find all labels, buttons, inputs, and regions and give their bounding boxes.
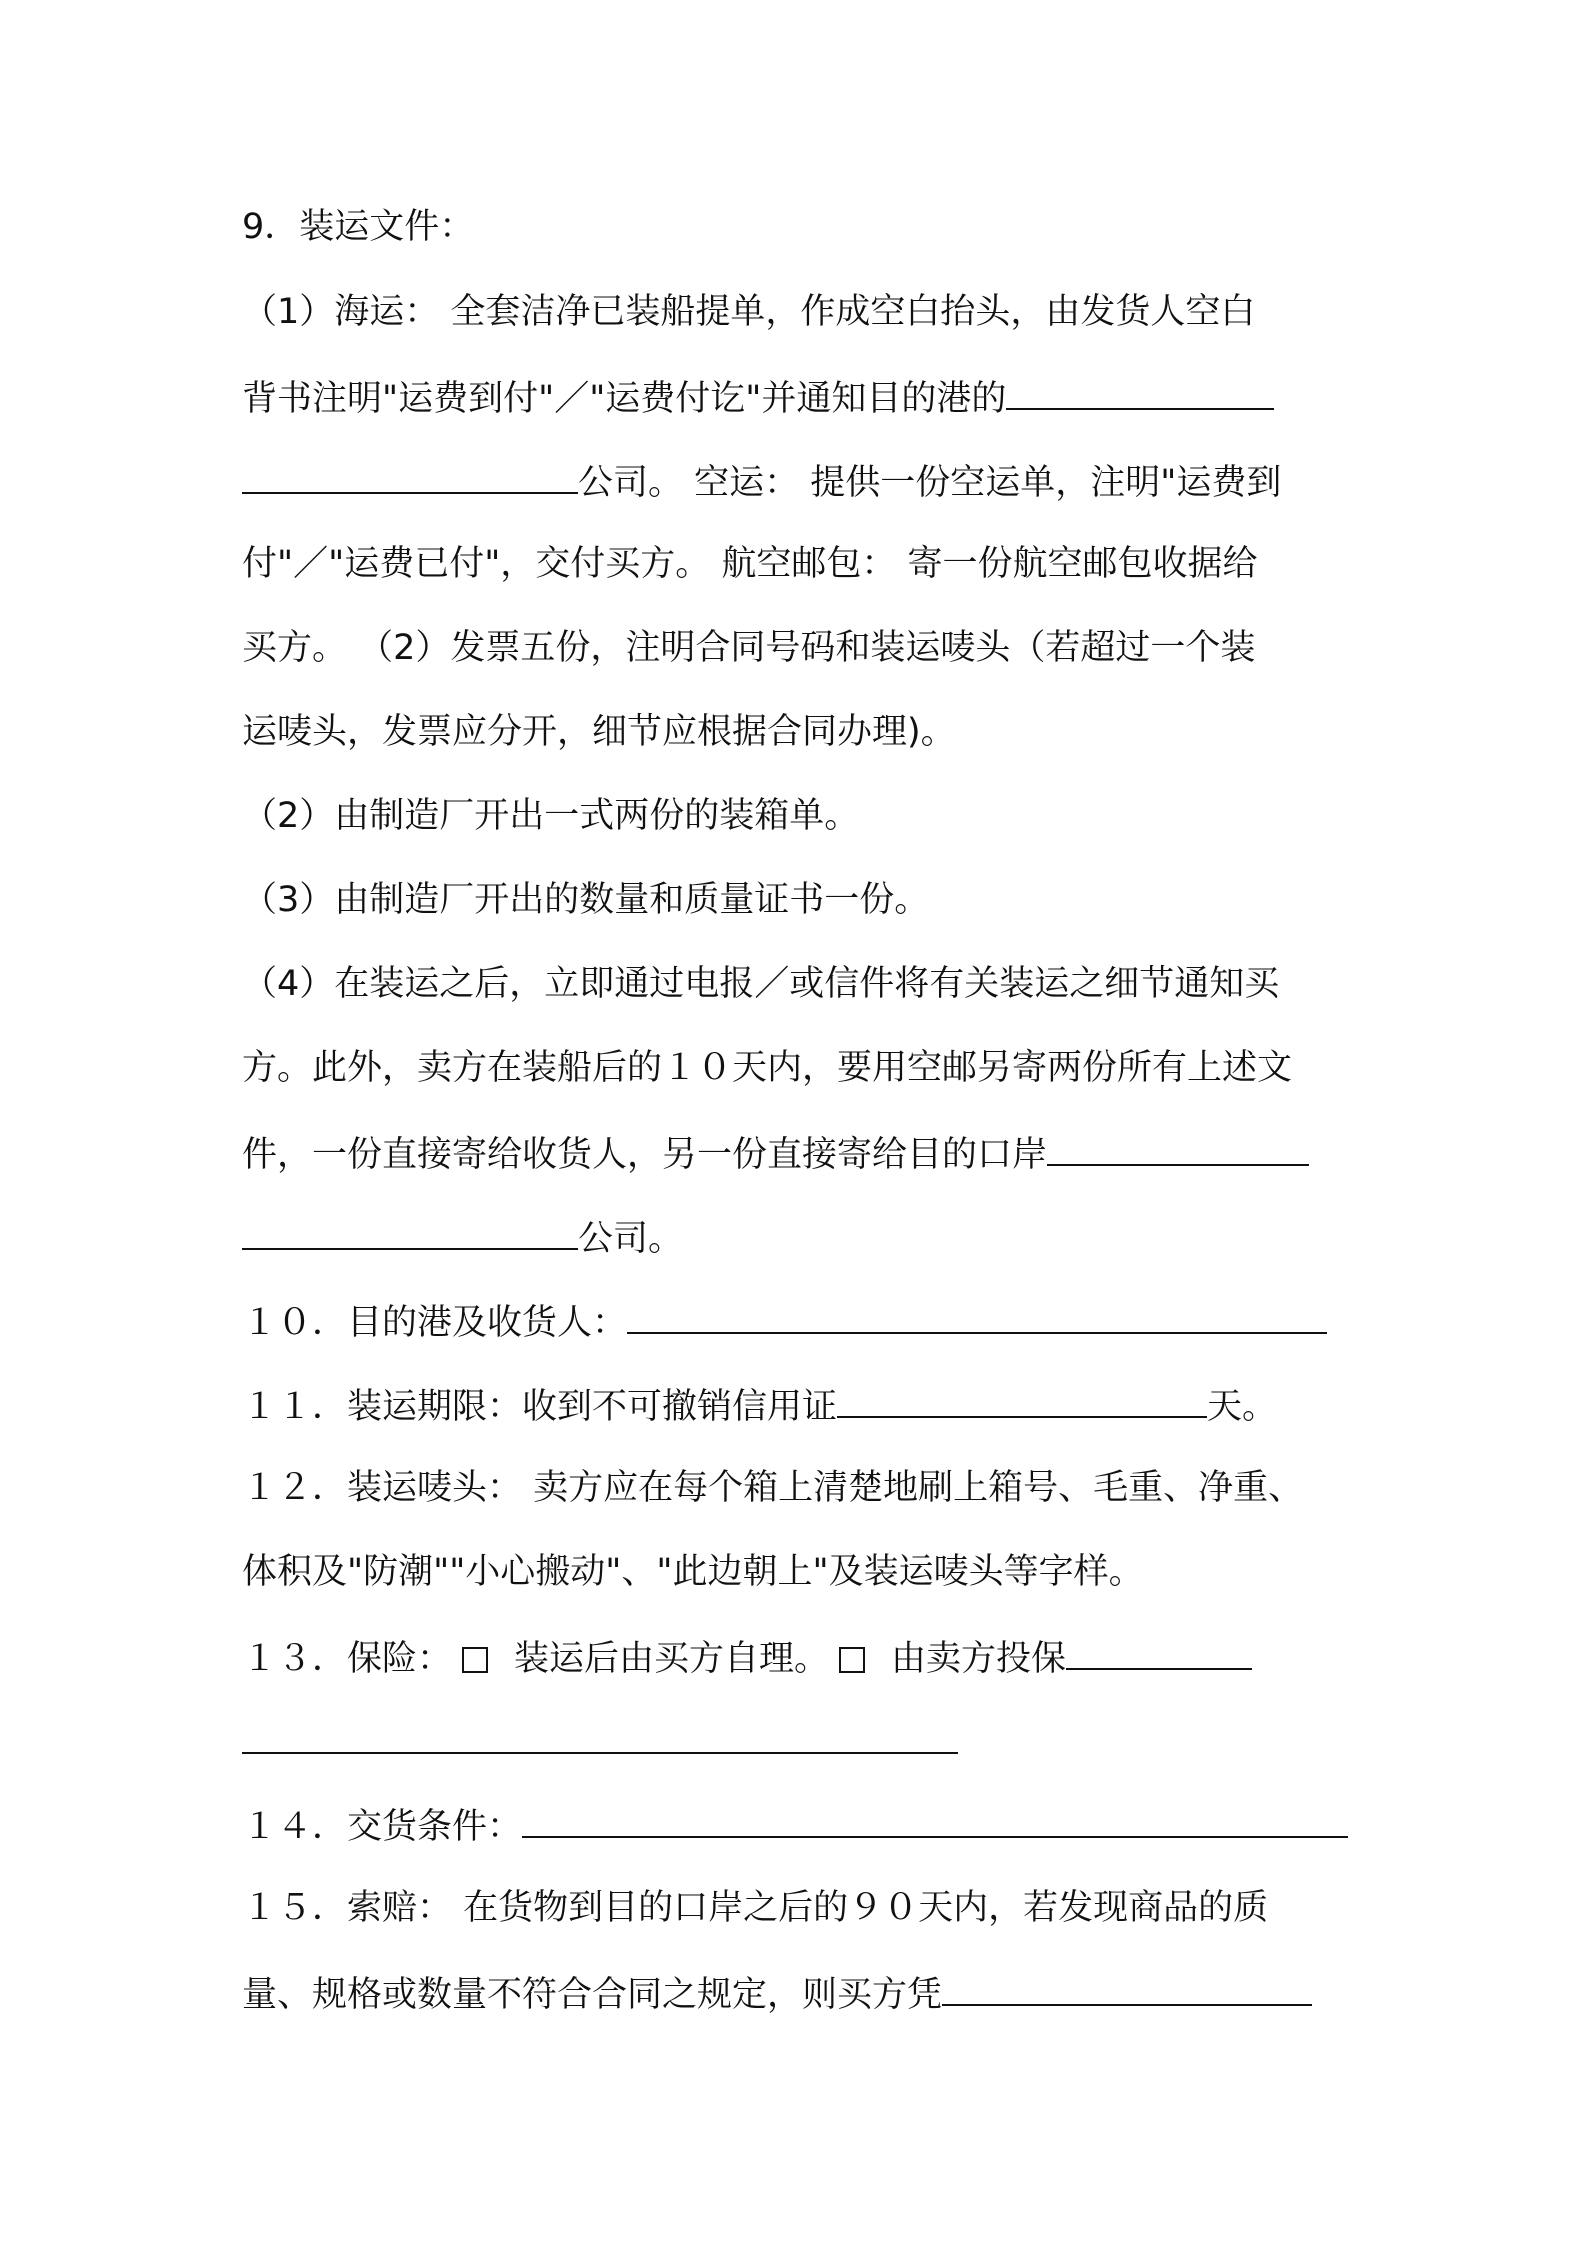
insurance-seller-checkbox[interactable] bbox=[839, 1647, 865, 1673]
section-9-para1-line2: 背书注明"运费到付"／"运费付讫"并通知目的港的 bbox=[242, 374, 1274, 418]
section-12-line1: １２．装运唛头： 卖方应在每个箱上清楚地刷上箱号、毛重、净重、 bbox=[242, 1468, 1304, 1508]
section-9-para1-line1: （1）海运： 全套洁净已装船提单，作成空白抬头，由发货人空白 bbox=[242, 292, 1256, 332]
section-13-continuation bbox=[242, 1718, 958, 1762]
destination-agent-blank-2[interactable] bbox=[242, 1214, 578, 1250]
delivery-terms-blank[interactable] bbox=[522, 1802, 1348, 1838]
section-9-para1-line5: 买方。 （2）发票五份，注明合同号码和装运唛头（若超过一个装 bbox=[242, 628, 1256, 668]
insurance-terms-blank-1[interactable] bbox=[1066, 1634, 1252, 1670]
claim-evidence-blank[interactable] bbox=[942, 1970, 1312, 2006]
section-15-line2: 量、规格或数量不符合合同之规定，则买方凭 bbox=[242, 1970, 1312, 2014]
destination-agent-blank-1[interactable] bbox=[1047, 1130, 1309, 1166]
port-agent-blank-2[interactable] bbox=[242, 458, 578, 494]
section-9-para4-line1: （4）在装运之后，立即通过电报／或信件将有关装运之细节通知买 bbox=[242, 964, 1280, 1004]
section-9-para1-line4: 付"／"运费已付"，交付买方。 航空邮包： 寄一份航空邮包收据给 bbox=[242, 544, 1258, 584]
section-9-para4-line2: 方。此外，卖方在装船后的１０天内，要用空邮另寄两份所有上述文 bbox=[242, 1048, 1293, 1088]
section-9-para4-line3: 件，一份直接寄给收货人，另一份直接寄给目的口岸 bbox=[242, 1130, 1309, 1174]
section-10: １０．目的港及收货人： bbox=[242, 1298, 1327, 1342]
section-15-line1: １５．索赔： 在货物到目的口岸之后的９０天内，若发现商品的质 bbox=[242, 1888, 1269, 1928]
section-12-line2: 体积及"防潮""小心搬动"、"此边朝上"及装运唛头等字样。 bbox=[242, 1552, 1144, 1592]
insurance-terms-blank-2[interactable] bbox=[242, 1718, 958, 1754]
section-9-heading: 9．装运文件： bbox=[242, 207, 475, 247]
section-9-para2: （2）由制造厂开出一式两份的装箱单。 bbox=[242, 796, 860, 836]
section-13: １３．保险： 装运后由买方自理。 由卖方投保 bbox=[242, 1634, 1252, 1678]
section-9-para4-line4: 公司。 bbox=[242, 1214, 683, 1258]
port-agent-blank-1[interactable] bbox=[1006, 374, 1274, 410]
section-9-para1-line6: 运唛头，发票应分开，细节应根据合同办理)。 bbox=[242, 712, 956, 752]
section-14: １４．交货条件： bbox=[242, 1802, 1348, 1846]
destination-consignee-blank[interactable] bbox=[627, 1298, 1327, 1334]
section-9-para1-line3: 公司。 空运： 提供一份空运单，注明"运费到 bbox=[242, 458, 1281, 502]
shipment-days-blank[interactable] bbox=[837, 1382, 1207, 1418]
section-9-para3: （3）由制造厂开出的数量和质量证书一份。 bbox=[242, 880, 930, 920]
insurance-buyer-checkbox[interactable] bbox=[462, 1647, 488, 1673]
section-11: １１．装运期限：收到不可撤销信用证 天。 bbox=[242, 1382, 1277, 1426]
